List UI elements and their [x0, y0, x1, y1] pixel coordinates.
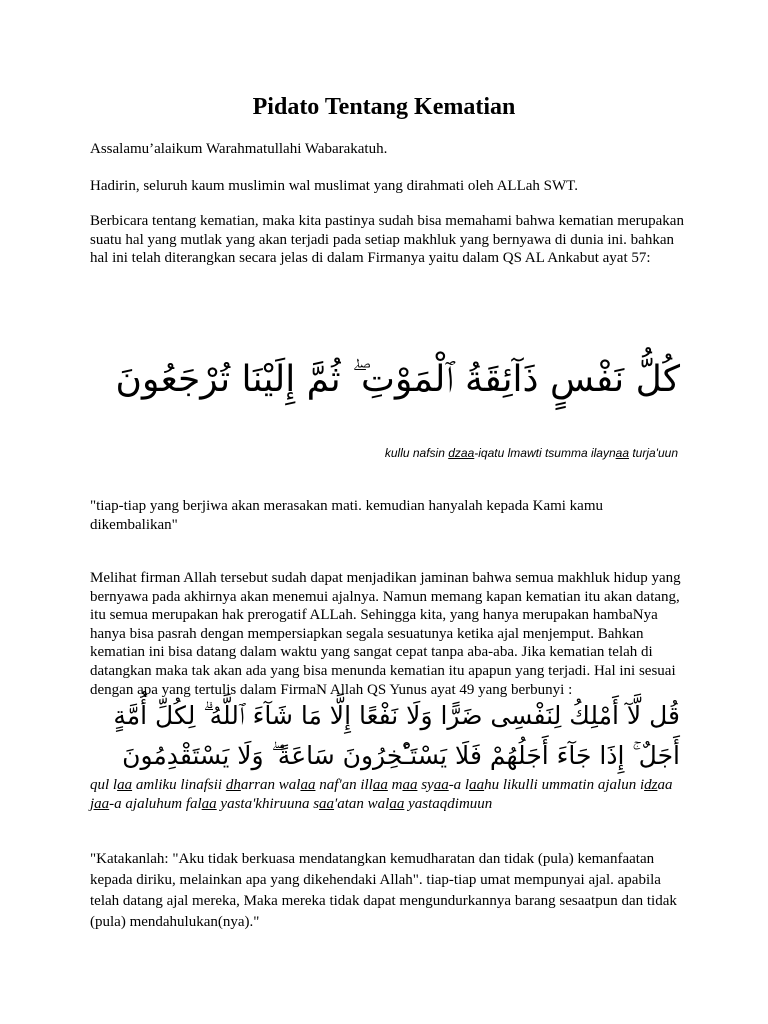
translit-underlined: aa: [433, 777, 449, 793]
translit-underlined: aa: [402, 777, 418, 793]
translit-text: kullu nafsin: [384, 446, 449, 460]
translit-text: -a ajaluhum fal: [109, 795, 202, 812]
translit-text: yastaqdimuun: [404, 795, 493, 812]
arabic-verse-yunus-49: قُل لَّآ أَمْلِكُ لِنَفْسِى ضَرًّا وَلَا نَفْعًا إِلَّا مَا شَآءَ ٱللَّهُ ۗ لِكُلِّ أُمَّةٍ أَجَلٌ ۚ إِذَا جَآءَ أَجَلُهُمْ فَلَا يَسْتَـْٔخِرُونَ سَاعَةً ۖ وَلَا يَسْتَقْدِمُونَ: [113, 701, 680, 770]
translit-underlined: dz: [644, 777, 658, 793]
greeting-paragraph: Assalamu’alaikum Warahmatullahi Wabarakatuh.: [90, 141, 388, 157]
translit-text: qul l: [90, 777, 118, 793]
translit-text: yasta'khiruuna s: [216, 795, 320, 812]
translit-text: naf'an ill: [315, 777, 373, 793]
transliteration-yunus-49: [90, 776, 690, 813]
translit-text: m: [387, 777, 403, 793]
translit-underlined: aa: [300, 777, 316, 793]
translit-underlined: aa: [201, 795, 217, 812]
translit-text: amliku linafsii: [132, 777, 226, 793]
intro-paragraph: Berbicara tentang kematian, maka kita pastinya sudah bisa memahami bahwa kematian merupakan suatu hal yang mutlak yang akan terjadi pada setiap makhluk yang bernyawa di dunia ini. bahkan hal ini telah diterangkan secara jelas di dalam Firmanya yaitu dalam QS AL Ankabut ayat 57:: [90, 213, 684, 267]
translit-text: turja'uun: [629, 446, 678, 460]
address-paragraph: Hadirin, seluruh kaum muslimin wal muslimat yang dirahmati oleh ALLah SWT.: [90, 178, 578, 194]
translit-text: -a l: [448, 777, 470, 793]
translit-text: hu likulli ummatin ajalun i: [484, 777, 645, 793]
translit-text: -iqatu lmawti tsumma ilayn: [474, 446, 616, 460]
translit-text: aa: [657, 777, 673, 793]
translation-ankabut-57: "tiap-tiap yang berjiwa akan merasakan mati. kemudian hanyalah kepada Kami kamu dikembalikan": [90, 498, 604, 533]
translit-text: 'atan wal: [334, 795, 390, 812]
translit-underlined: aa: [389, 795, 405, 812]
translit-underlined: jaa: [90, 795, 110, 812]
translit-text: sy: [417, 777, 434, 793]
translit-underlined: aa: [615, 446, 629, 460]
translit-text: arran wal: [240, 777, 301, 793]
arabic-verse-ankabut-57: كُلُّ نَفْسٍ ذَآئِقَةُ ٱلْمَوْتِ ۖ ثُمَّ إِلَيْنَا تُرْجَعُونَ: [115, 359, 680, 400]
translit-underlined: aa: [469, 777, 485, 793]
translit-underlined: aa: [319, 795, 335, 812]
translation-yunus-49: "Katakanlah: "Aku tidak berkuasa mendatangkan kemudharatan dan tidak (pula) kemanfaatan kepada diriku, melainkan apa yang dikehendaki Allah". tiap-tiap umat mempunyai ajal. apabila telah datang ajal mereka, Maka mereka tidak dapat mengundurkannya barang sesaatpun dan tidak (pula) mendahulukan(nya).": [90, 851, 677, 930]
translit-underlined: aa: [117, 777, 133, 793]
translit-underlined: dzaa: [448, 446, 475, 460]
translit-underlined: aa: [372, 777, 388, 793]
page-title: Pidato Tentang Kematian: [252, 94, 516, 120]
transliteration-ankabut-57: [385, 445, 678, 461]
explanation-paragraph: Melihat firman Allah tersebut sudah dapat menjadikan jaminan bahwa semua makhluk hidup yang bernyawa pada akhirnya akan menemui ajalnya. Namun memang kapan kematian itu akan datang, itu semua merupakan hak prerogatif ALLah. Sehingga kita, yang hanya merupakan hambaNya hanya bisa pasrah dengan mempersiapkan segala sesuatunya ketika ajal menjemput. Bahkan kematian ini bisa datang dalam waktu yang sangat cepat tanpa aba-aba. Jika kematian telah di datangkan maka tak akan ada yang bisa menunda kematian itu apapun yang terjadi. Hal ini sesuai dengan apa yang tertulis dalam FirmaN Allah QS Yunus ayat 49 yang berbunyi :: [90, 570, 681, 698]
translit-underlined: dh: [225, 777, 241, 793]
